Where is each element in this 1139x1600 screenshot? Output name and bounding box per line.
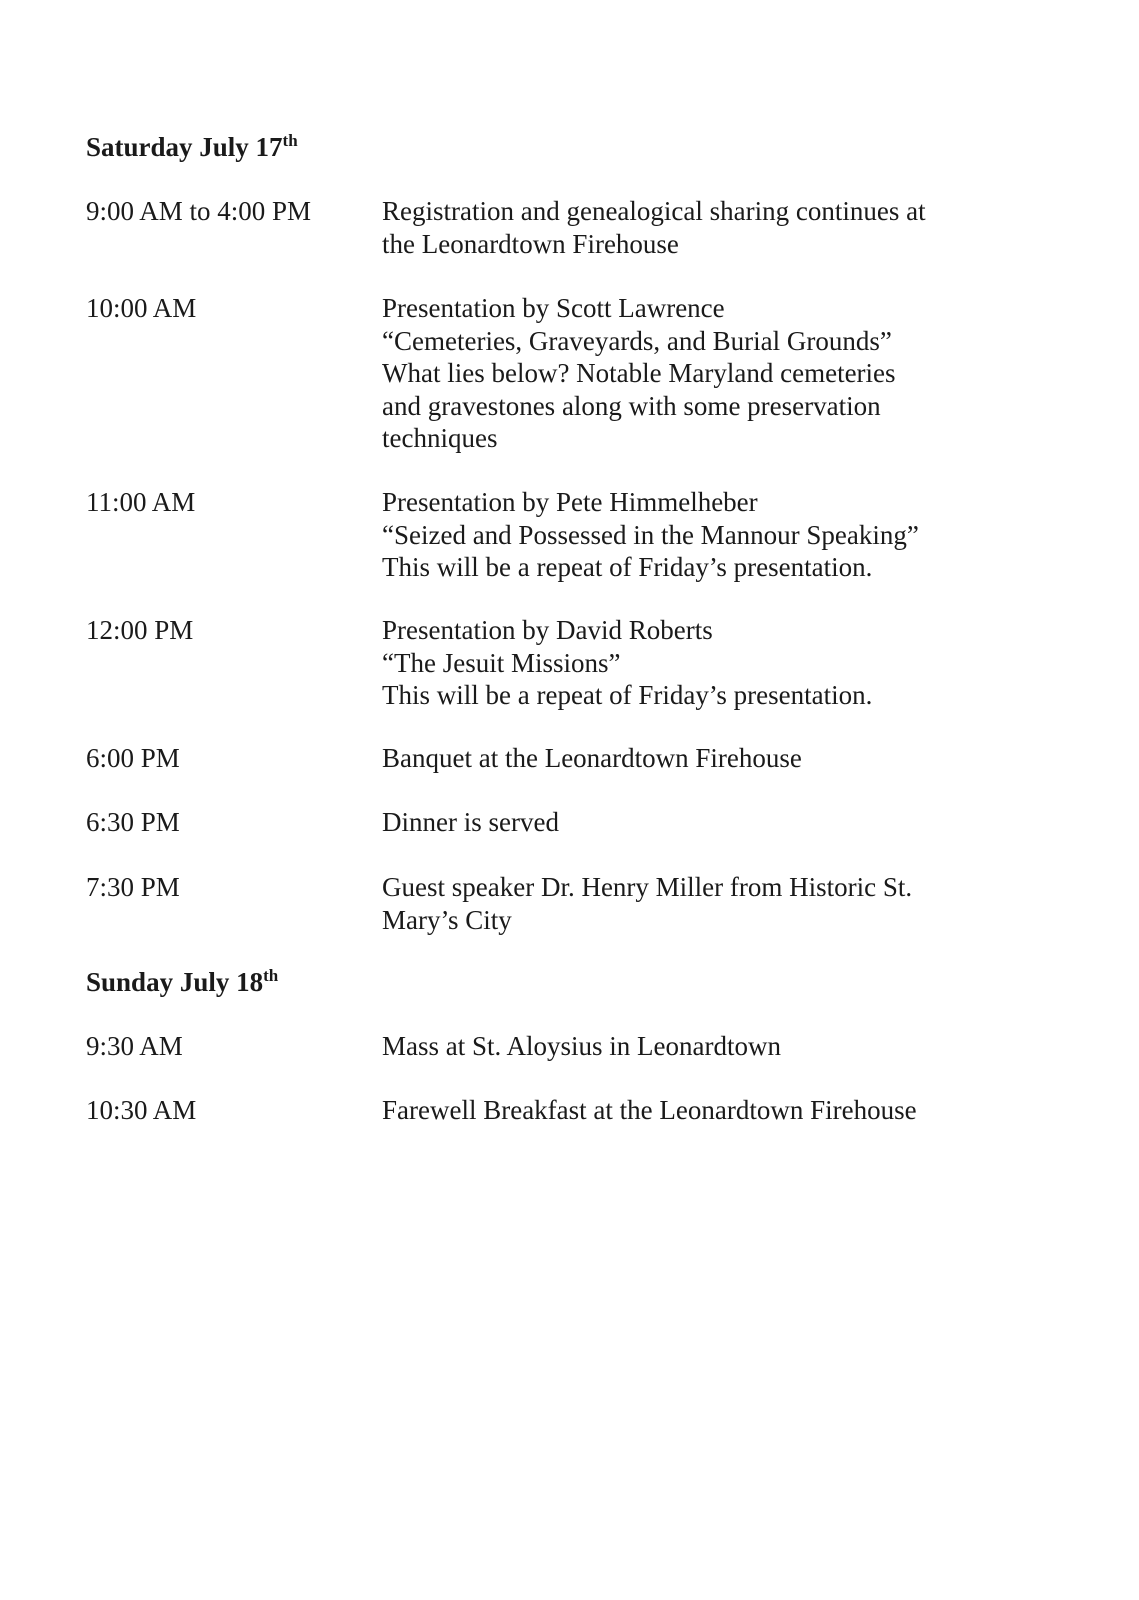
description-line: Dinner is served <box>382 807 559 837</box>
event-description <box>382 806 982 839</box>
description-line: Presentation by David Roberts <box>382 615 713 645</box>
description-line: the Leonardtown Firehouse <box>382 228 679 259</box>
description-line: What lies below? Notable Maryland cemeteries <box>382 358 896 388</box>
description-line: and gravestones along with some preservation <box>382 390 881 421</box>
day-heading-saturday <box>86 131 298 163</box>
day-label: Saturday July 17 <box>86 132 283 162</box>
description-line: Registration and genealogical sharing continues at <box>382 196 926 226</box>
day-suffix: th <box>282 131 298 150</box>
description-line: This will be a repeat of Friday’s presentation. <box>382 552 873 582</box>
description-line: Guest speaker Dr. Henry Miller from Historic St. <box>382 872 913 902</box>
event-description <box>382 1094 982 1127</box>
event-time: 10:30 AM <box>86 1095 197 1125</box>
event-time: 12:00 PM <box>86 615 194 645</box>
event-description <box>382 292 982 455</box>
event-time: 11:00 AM <box>86 487 196 517</box>
event-description <box>382 614 982 712</box>
description-line: Mary’s City <box>382 904 512 935</box>
day-heading-sunday <box>86 966 278 998</box>
event-time: 9:00 AM to 4:00 PM <box>86 196 312 226</box>
event-description <box>382 1030 982 1063</box>
event-description <box>382 486 982 584</box>
description-line: “The Jesuit Missions” <box>382 647 621 678</box>
description-line: Presentation by Scott Lawrence <box>382 293 725 323</box>
description-line: This will be a repeat of Friday’s presentation. <box>382 680 873 710</box>
event-time: 7:30 PM <box>86 872 180 902</box>
description-line: Farewell Breakfast at the Leonardtown Firehouse <box>382 1095 917 1125</box>
description-line: Banquet at the Leonardtown Firehouse <box>382 743 802 773</box>
description-line: “Cemeteries, Graveyards, and Burial Grounds” <box>382 325 892 356</box>
description-line: Mass at St. Aloysius in Leonardtown <box>382 1031 781 1061</box>
event-description <box>382 742 982 775</box>
event-time: 6:00 PM <box>86 743 180 773</box>
description-line: techniques <box>382 423 498 453</box>
description-line: “Seized and Possessed in the Mannour Speaking” <box>382 519 919 550</box>
day-suffix: th <box>263 966 279 985</box>
day-label: Sunday July 18 <box>86 967 264 997</box>
description-line: Presentation by Pete Himmelheber <box>382 487 758 517</box>
event-time: 10:00 AM <box>86 293 197 323</box>
event-description <box>382 871 982 936</box>
event-time: 6:30 PM <box>86 807 180 837</box>
event-description <box>382 195 982 260</box>
event-time: 9:30 AM <box>86 1031 183 1061</box>
